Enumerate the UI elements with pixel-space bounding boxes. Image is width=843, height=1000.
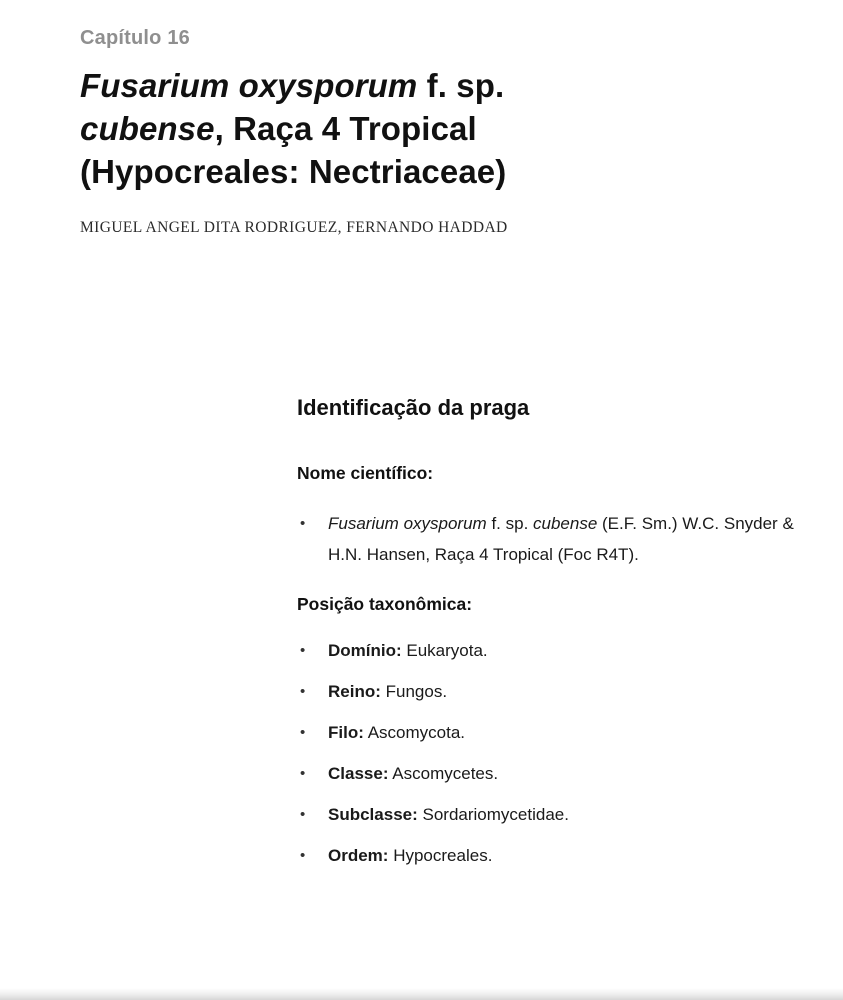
list-item: [297, 762, 797, 785]
sci-name-plain-1: f. sp.: [486, 514, 534, 533]
taxon-term: Reino:: [328, 682, 381, 701]
title-line-1-italic: Fusarium oxysporum: [80, 67, 418, 104]
chapter-header: [80, 27, 787, 237]
subheading-scientific-name: Nome científico:: [297, 463, 434, 483]
chapter-label: Capítulo 16: [80, 27, 190, 49]
taxon-value: Eukaryota.: [406, 641, 488, 660]
list-item: [297, 803, 797, 826]
list-item: [297, 844, 797, 867]
taxon-term: Domínio:: [328, 641, 402, 660]
scientific-name-list: [297, 508, 797, 570]
sci-name-italic-1: Fusarium oxysporum: [328, 514, 487, 533]
sci-name-plain-2: (E.F. Sm.) W.C. Snyder & H.N. Hansen, Raça 4 Tropical (Foc R4T).: [328, 514, 794, 564]
authors: MIGUEL ANGEL DITA RODRIGUEZ, FERNANDO HADDAD: [80, 219, 508, 236]
taxon-term: Subclasse:: [328, 805, 418, 824]
list-item: [297, 639, 797, 662]
taxon-term: Classe:: [328, 764, 389, 783]
page-bottom-edge: [0, 988, 843, 1000]
taxon-term: Filo:: [328, 723, 364, 742]
list-item: [297, 721, 797, 744]
title-line-3: [80, 150, 787, 193]
section-heading: Identificação da praga: [297, 395, 530, 420]
sci-name-italic-2: cubense: [533, 514, 598, 533]
taxon-value: Ascomycota.: [367, 723, 465, 742]
taxon-value: Hypocreales.: [393, 846, 493, 865]
title-line-3-plain: (Hypocreales: Nectriaceae): [80, 153, 507, 190]
taxon-value: Fungos.: [385, 682, 448, 701]
list-item: [297, 680, 797, 703]
title-line-1-plain: f. sp.: [417, 67, 505, 104]
title-line-1: [80, 64, 787, 107]
pest-identification-section: [297, 395, 797, 867]
chapter-title: [80, 64, 787, 193]
taxon-value: Ascomycetes.: [392, 764, 499, 783]
taxon-value: Sordariomycetidae.: [422, 805, 569, 824]
taxon-term: Ordem:: [328, 846, 389, 865]
subheading-taxonomy: Posição taxonômica:: [297, 594, 473, 614]
taxonomy-list: [297, 639, 797, 867]
title-line-2-italic: cubense: [80, 110, 215, 147]
title-line-2: [80, 107, 787, 150]
title-line-2-plain: , Raça 4 Tropical: [214, 110, 477, 147]
list-item: [297, 508, 797, 570]
